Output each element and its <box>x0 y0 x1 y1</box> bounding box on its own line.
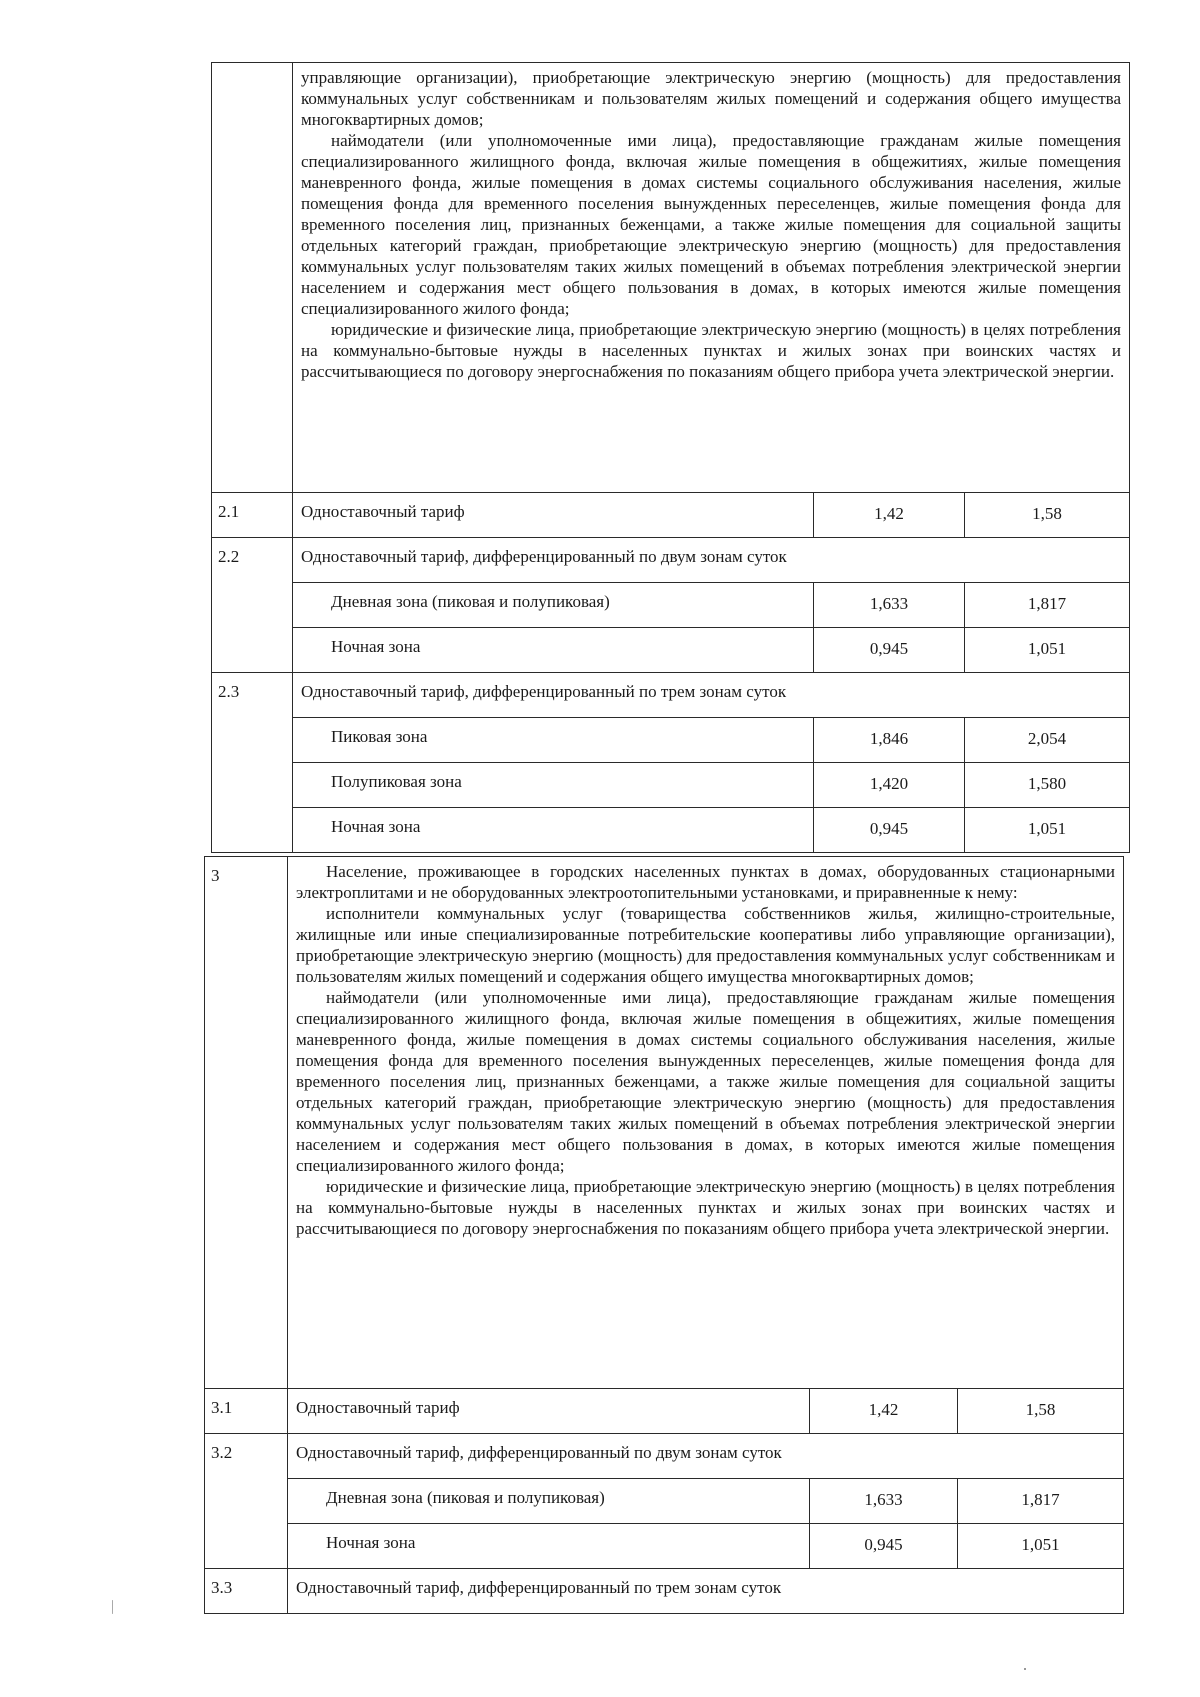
row-number: 3.2 <box>205 1434 288 1569</box>
tariff-value-2: 1,58 <box>958 1389 1124 1434</box>
row-number: 2.3 <box>212 673 293 853</box>
tariff-value-1: 1,42 <box>810 1389 958 1434</box>
table-row <box>212 628 1130 673</box>
tariff-value-1: 1,846 <box>814 718 965 763</box>
consumer-description-section-3 <box>288 857 1124 1389</box>
tariff-value-2: 1,817 <box>958 1479 1124 1524</box>
zone-label: Дневная зона (пиковая и полупиковая) <box>288 1479 810 1524</box>
tariff-value-2: 2,054 <box>965 718 1130 763</box>
paragraph: юридические и физические лица, приобретающие электрическую энергию (мощность) в целях потребления на коммунально-бытовые нужды в населенных пунктах и жилых зонах при воинских частях и рассчитывающиеся по договору энергоснабжения по показаниям общего прибора учета электрической энергии. <box>296 1177 1115 1238</box>
table-row <box>212 583 1130 628</box>
row-number: 3 <box>205 857 288 1389</box>
tariff-value-1: 1,633 <box>814 583 965 628</box>
table-row <box>212 538 1130 583</box>
scan-speck <box>1024 1668 1026 1670</box>
zone-label: Ночная зона <box>293 628 814 673</box>
tariff-value-2: 1,051 <box>965 808 1130 853</box>
tariff-value-2: 1,817 <box>965 583 1130 628</box>
tariff-group-label: Одноставочный тариф, дифференцированный по двум зонам суток <box>288 1434 1124 1479</box>
paragraph: управляющие организации), приобретающие электрическую энергию (мощность) для предоставления коммунальных услуг собственникам и пользователям жилых помещений и содержания общего имущества многоквартирных домов; <box>301 68 1121 129</box>
table-row <box>205 1479 1124 1524</box>
table-row <box>212 808 1130 853</box>
zone-label: Пиковая зона <box>293 718 814 763</box>
paragraph: наймодатели (или уполномоченные ими лица), предоставляющие гражданам жилые помещения специализированного жилищного фонда, включая жилые помещения в общежитиях, жилые помещения маневренного фонда, жилые помещения в домах системы социального обслуживания населения, жилые помещения фонда для временного поселения вынужденных переселенцев, жилые помещения фонда для временного поселения лиц, признанных беженцами, а также жилые помещения для социальной защиты отдельных категорий граждан, приобретающие электрическую энергию (мощность) для предоставления коммунальных услуг пользователям таких жилых помещений в объемах потребления электрической энергии населением и содержания мест общего пользования в домах, в которых имеются жилые помещения специализированного жилого фонда; <box>301 131 1121 318</box>
tariff-value-1: 1,42 <box>814 493 965 538</box>
row-number: 3.3 <box>205 1569 288 1614</box>
table-row <box>212 673 1130 718</box>
tariff-value-1: 0,945 <box>810 1524 958 1569</box>
scan-speck <box>112 1600 113 1614</box>
table-row <box>212 493 1130 538</box>
row-number: 2.1 <box>212 493 293 538</box>
tariff-table-section-3 <box>204 856 1124 1614</box>
table-row <box>205 1434 1124 1479</box>
row-number: 3.1 <box>205 1389 288 1434</box>
row-number-cell <box>212 63 293 493</box>
zone-label: Ночная зона <box>288 1524 810 1569</box>
tariff-value-2: 1,051 <box>958 1524 1124 1569</box>
tariff-value-1: 1,420 <box>814 763 965 808</box>
tariff-value-2: 1,580 <box>965 763 1130 808</box>
consumer-description-section-2 <box>293 63 1130 493</box>
table-row <box>205 1524 1124 1569</box>
tariff-value-2: 1,051 <box>965 628 1130 673</box>
tariff-label: Одноставочный тариф <box>288 1389 810 1434</box>
table-row <box>212 718 1130 763</box>
paragraph: юридические и физические лица, приобретающие электрическую энергию (мощность) в целях потребления на коммунально-бытовые нужды в населенных пунктах и жилых зонах при воинских частях и рассчитывающиеся по договору энергоснабжения по показаниям общего прибора учета электрической энергии. <box>301 320 1121 381</box>
tariff-group-label: Одноставочный тариф, дифференцированный по двум зонам суток <box>293 538 1130 583</box>
tariff-value-1: 0,945 <box>814 808 965 853</box>
tariff-value-1: 0,945 <box>814 628 965 673</box>
paragraph: наймодатели (или уполномоченные ими лица), предоставляющие гражданам жилые помещения специализированного жилищного фонда, включая жилые помещения в общежитиях, жилые помещения маневренного фонда, жилые помещения в домах системы социального обслуживания населения, жилые помещения фонда для временного поселения вынужденных переселенцев, жилые помещения фонда для временного поселения лиц, признанных беженцами, а также жилые помещения для социальной защиты отдельных категорий граждан, приобретающие электрическую энергию (мощность) для предоставления коммунальных услуг пользователям таких жилых помещений в объемах потребления электрической энергии населением и содержания мест общего пользования в домах, в которых имеются жилые помещения специализированного жилого фонда; <box>296 988 1115 1175</box>
paragraph: Население, проживающее в городских населенных пунктах в домах, оборудованных стационарными электроплитами и не оборудованных электроотопительными установками, и приравненные к нему: <box>296 862 1115 902</box>
tariff-group-label: Одноставочный тариф, дифференцированный по трем зонам суток <box>293 673 1130 718</box>
zone-label: Дневная зона (пиковая и полупиковая) <box>293 583 814 628</box>
tariff-label: Одноставочный тариф <box>293 493 814 538</box>
tariff-value-1: 1,633 <box>810 1479 958 1524</box>
zone-label: Полупиковая зона <box>293 763 814 808</box>
table-row <box>212 763 1130 808</box>
tariff-table-section-2 <box>211 62 1130 853</box>
table-row <box>205 1389 1124 1434</box>
zone-label: Ночная зона <box>293 808 814 853</box>
table-row <box>205 1569 1124 1614</box>
row-number: 2.2 <box>212 538 293 673</box>
tariff-value-2: 1,58 <box>965 493 1130 538</box>
tariff-group-label: Одноставочный тариф, дифференцированный по трем зонам суток <box>288 1569 1124 1614</box>
paragraph: исполнители коммунальных услуг (товарищества собственников жилья, жилищно-строительные, жилищные или иные специализированные потребительские кооперативы либо управляющие организации), приобретающие электрическую энергию (мощность) для предоставления коммунальных услуг собственникам и пользователям жилых помещений и содержания общего имущества многоквартирных домов; <box>296 904 1115 986</box>
